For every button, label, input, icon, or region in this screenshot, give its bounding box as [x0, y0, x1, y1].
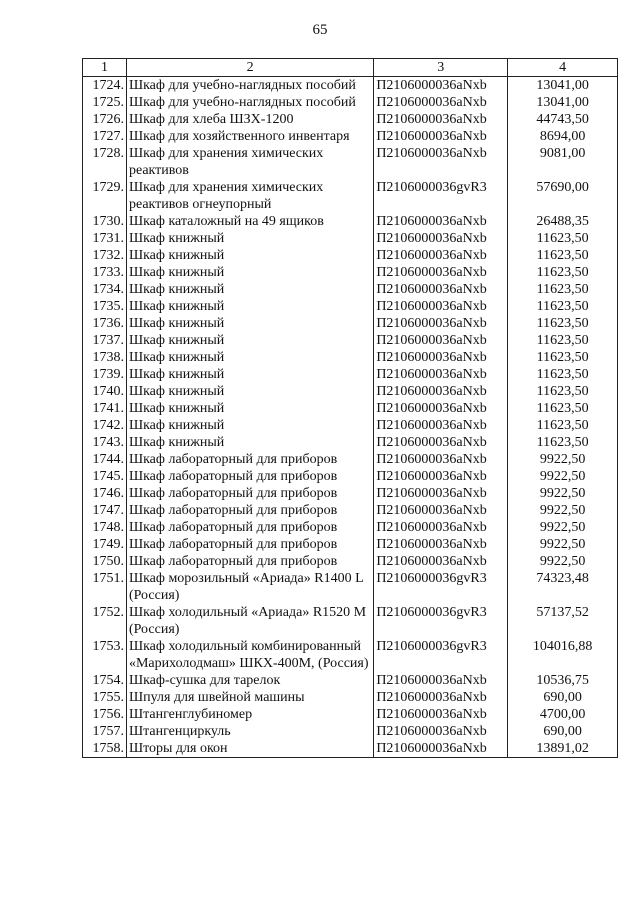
row-number: 1750. — [83, 553, 127, 570]
item-name: Шкаф для хлеба ШЗХ-1200 — [126, 111, 373, 128]
item-name: Шкаф книжный — [126, 247, 373, 264]
item-name: Шкаф-сушка для тарелок — [126, 672, 373, 689]
item-price: 9922,50 — [508, 519, 618, 536]
item-name: Шторы для окон — [126, 740, 373, 758]
row-number: 1748. — [83, 519, 127, 536]
row-number: 1725. — [83, 94, 127, 111]
column-header-2: 2 — [126, 59, 373, 77]
item-price: 10536,75 — [508, 672, 618, 689]
item-name: Шкаф морозильный «Ариада» R1400 L (Россия) — [126, 570, 373, 604]
row-number: 1754. — [83, 672, 127, 689]
item-code: П2106000036aNxb — [374, 706, 508, 723]
table-row — [83, 179, 618, 213]
table-row — [83, 451, 618, 468]
table-row — [83, 638, 618, 672]
item-code: П2106000036aNxb — [374, 128, 508, 145]
row-number: 1731. — [83, 230, 127, 247]
item-name: Шкаф книжный — [126, 332, 373, 349]
item-code: П2106000036aNxb — [374, 400, 508, 417]
item-code: П2106000036aNxb — [374, 383, 508, 400]
item-price: 11623,50 — [508, 315, 618, 332]
item-name: Шкаф книжный — [126, 383, 373, 400]
item-code: П2106000036aNxb — [374, 145, 508, 179]
item-code: П2106000036aNxb — [374, 485, 508, 502]
table-row — [83, 77, 618, 95]
row-number: 1742. — [83, 417, 127, 434]
table-row — [83, 247, 618, 264]
item-code: П2106000036aNxb — [374, 213, 508, 230]
item-name: Штангенглубиномер — [126, 706, 373, 723]
item-name: Шкаф холодильный комбинированный «Марихолодмаш» ШКХ-400М, (Россия) — [126, 638, 373, 672]
column-header-4: 4 — [508, 59, 618, 77]
item-name: Шкаф лабораторный для приборов — [126, 485, 373, 502]
row-number: 1756. — [83, 706, 127, 723]
item-name: Шкаф лабораторный для приборов — [126, 536, 373, 553]
row-number: 1757. — [83, 723, 127, 740]
item-code: П2106000036aNxb — [374, 349, 508, 366]
table-row — [83, 230, 618, 247]
item-name: Шкаф для хранения химических реактивов — [126, 145, 373, 179]
table-row — [83, 519, 618, 536]
table-row — [83, 485, 618, 502]
item-price: 13041,00 — [508, 94, 618, 111]
table-row — [83, 434, 618, 451]
table-row — [83, 740, 618, 758]
row-number: 1739. — [83, 366, 127, 383]
item-price: 9922,50 — [508, 468, 618, 485]
item-name: Шкаф книжный — [126, 315, 373, 332]
row-number: 1749. — [83, 536, 127, 553]
table-row — [83, 570, 618, 604]
row-number: 1724. — [83, 77, 127, 95]
item-price: 9922,50 — [508, 485, 618, 502]
table-row — [83, 723, 618, 740]
item-price: 74323,48 — [508, 570, 618, 604]
item-code: П2106000036aNxb — [374, 332, 508, 349]
item-price: 11623,50 — [508, 247, 618, 264]
item-code: П2106000036aNxb — [374, 468, 508, 485]
item-code: П2106000036gvR3 — [374, 179, 508, 213]
row-number: 1753. — [83, 638, 127, 672]
column-header-3: 3 — [374, 59, 508, 77]
row-number: 1741. — [83, 400, 127, 417]
item-price: 8694,00 — [508, 128, 618, 145]
item-name: Шкаф для учебно-наглядных пособий — [126, 77, 373, 95]
item-code: П2106000036aNxb — [374, 315, 508, 332]
item-name: Шкаф для хранения химических реактивов огнеупорный — [126, 179, 373, 213]
row-number: 1726. — [83, 111, 127, 128]
item-code: П2106000036aNxb — [374, 723, 508, 740]
table-row — [83, 689, 618, 706]
item-code: П2106000036aNxb — [374, 536, 508, 553]
item-price: 9922,50 — [508, 451, 618, 468]
item-price: 11623,50 — [508, 264, 618, 281]
item-name: Шкаф для учебно-наглядных пособий — [126, 94, 373, 111]
row-number: 1751. — [83, 570, 127, 604]
table-row — [83, 145, 618, 179]
item-code: П2106000036aNxb — [374, 689, 508, 706]
row-number: 1752. — [83, 604, 127, 638]
item-name: Шкаф для хозяйственного инвентаря — [126, 128, 373, 145]
item-name: Шкаф книжный — [126, 400, 373, 417]
item-code: П2106000036gvR3 — [374, 604, 508, 638]
row-number: 1733. — [83, 264, 127, 281]
row-number: 1732. — [83, 247, 127, 264]
item-code: П2106000036aNxb — [374, 247, 508, 264]
item-price: 9922,50 — [508, 502, 618, 519]
table-row — [83, 553, 618, 570]
row-number: 1758. — [83, 740, 127, 758]
row-number: 1729. — [83, 179, 127, 213]
row-number: 1734. — [83, 281, 127, 298]
item-code: П2106000036aNxb — [374, 451, 508, 468]
item-name: Шкаф книжный — [126, 298, 373, 315]
item-price: 4700,00 — [508, 706, 618, 723]
item-code: П2106000036aNxb — [374, 502, 508, 519]
row-number: 1737. — [83, 332, 127, 349]
item-code: П2106000036aNxb — [374, 366, 508, 383]
inventory-table — [82, 58, 618, 758]
table-row — [83, 366, 618, 383]
item-price: 57690,00 — [508, 179, 618, 213]
column-header-1: 1 — [83, 59, 127, 77]
item-price: 690,00 — [508, 723, 618, 740]
table-row — [83, 94, 618, 111]
table-body — [83, 77, 618, 758]
table-row — [83, 213, 618, 230]
item-price: 11623,50 — [508, 417, 618, 434]
row-number: 1755. — [83, 689, 127, 706]
item-price: 104016,88 — [508, 638, 618, 672]
table-row — [83, 349, 618, 366]
row-number: 1747. — [83, 502, 127, 519]
item-price: 44743,50 — [508, 111, 618, 128]
row-number: 1728. — [83, 145, 127, 179]
row-number: 1727. — [83, 128, 127, 145]
row-number: 1745. — [83, 468, 127, 485]
item-name: Шкаф книжный — [126, 434, 373, 451]
table-row — [83, 315, 618, 332]
row-number: 1730. — [83, 213, 127, 230]
item-code: П2106000036aNxb — [374, 111, 508, 128]
item-price: 11623,50 — [508, 332, 618, 349]
item-name: Шкаф книжный — [126, 264, 373, 281]
item-code: П2106000036aNxb — [374, 553, 508, 570]
item-price: 9081,00 — [508, 145, 618, 179]
item-price: 11623,50 — [508, 383, 618, 400]
row-number: 1736. — [83, 315, 127, 332]
item-name: Шкаф лабораторный для приборов — [126, 519, 373, 536]
table-row — [83, 417, 618, 434]
item-code: П2106000036aNxb — [374, 281, 508, 298]
item-code: П2106000036aNxb — [374, 298, 508, 315]
row-number: 1740. — [83, 383, 127, 400]
item-code: П2106000036aNxb — [374, 77, 508, 95]
item-price: 11623,50 — [508, 434, 618, 451]
table-row — [83, 468, 618, 485]
table-row — [83, 706, 618, 723]
item-name: Шкаф книжный — [126, 349, 373, 366]
item-name: Шкаф книжный — [126, 417, 373, 434]
table-row — [83, 536, 618, 553]
item-price: 11623,50 — [508, 366, 618, 383]
table-row — [83, 332, 618, 349]
item-price: 11623,50 — [508, 230, 618, 247]
item-code: П2106000036aNxb — [374, 434, 508, 451]
item-price: 11623,50 — [508, 298, 618, 315]
item-name: Шкаф каталожный на 49 ящиков — [126, 213, 373, 230]
item-price: 11623,50 — [508, 400, 618, 417]
item-code: П2106000036aNxb — [374, 230, 508, 247]
item-code: П2106000036gvR3 — [374, 638, 508, 672]
item-code: П2106000036aNxb — [374, 519, 508, 536]
item-name: Шкаф холодильный «Ариада» R1520 M (Россия) — [126, 604, 373, 638]
item-code: П2106000036aNxb — [374, 94, 508, 111]
table-row — [83, 264, 618, 281]
item-price: 13891,02 — [508, 740, 618, 758]
table-header-row — [83, 59, 618, 77]
item-price: 690,00 — [508, 689, 618, 706]
row-number: 1743. — [83, 434, 127, 451]
item-name: Шкаф книжный — [126, 281, 373, 298]
row-number: 1746. — [83, 485, 127, 502]
item-name: Штангенциркуль — [126, 723, 373, 740]
table-row — [83, 502, 618, 519]
item-name: Шкаф лабораторный для приборов — [126, 468, 373, 485]
table-row — [83, 281, 618, 298]
item-name: Шкаф книжный — [126, 230, 373, 247]
table-row — [83, 111, 618, 128]
row-number: 1744. — [83, 451, 127, 468]
row-number: 1735. — [83, 298, 127, 315]
item-code: П2106000036gvR3 — [374, 570, 508, 604]
table-row — [83, 128, 618, 145]
item-price: 11623,50 — [508, 281, 618, 298]
item-name: Шкаф книжный — [126, 366, 373, 383]
item-code: П2106000036aNxb — [374, 740, 508, 758]
item-code: П2106000036aNxb — [374, 264, 508, 281]
item-code: П2106000036aNxb — [374, 672, 508, 689]
item-price: 57137,52 — [508, 604, 618, 638]
item-name: Шкаф лабораторный для приборов — [126, 451, 373, 468]
table-row — [83, 383, 618, 400]
row-number: 1738. — [83, 349, 127, 366]
page-number: 65 — [312, 22, 328, 38]
item-price: 11623,50 — [508, 349, 618, 366]
table-row — [83, 672, 618, 689]
table-row — [83, 400, 618, 417]
table-row — [83, 298, 618, 315]
item-price: 9922,50 — [508, 553, 618, 570]
item-name: Шкаф лабораторный для приборов — [126, 502, 373, 519]
item-price: 9922,50 — [508, 536, 618, 553]
item-price: 13041,00 — [508, 77, 618, 95]
item-name: Шкаф лабораторный для приборов — [126, 553, 373, 570]
item-code: П2106000036aNxb — [374, 417, 508, 434]
item-name: Шпуля для швейной машины — [126, 689, 373, 706]
table-row — [83, 604, 618, 638]
item-price: 26488,35 — [508, 213, 618, 230]
